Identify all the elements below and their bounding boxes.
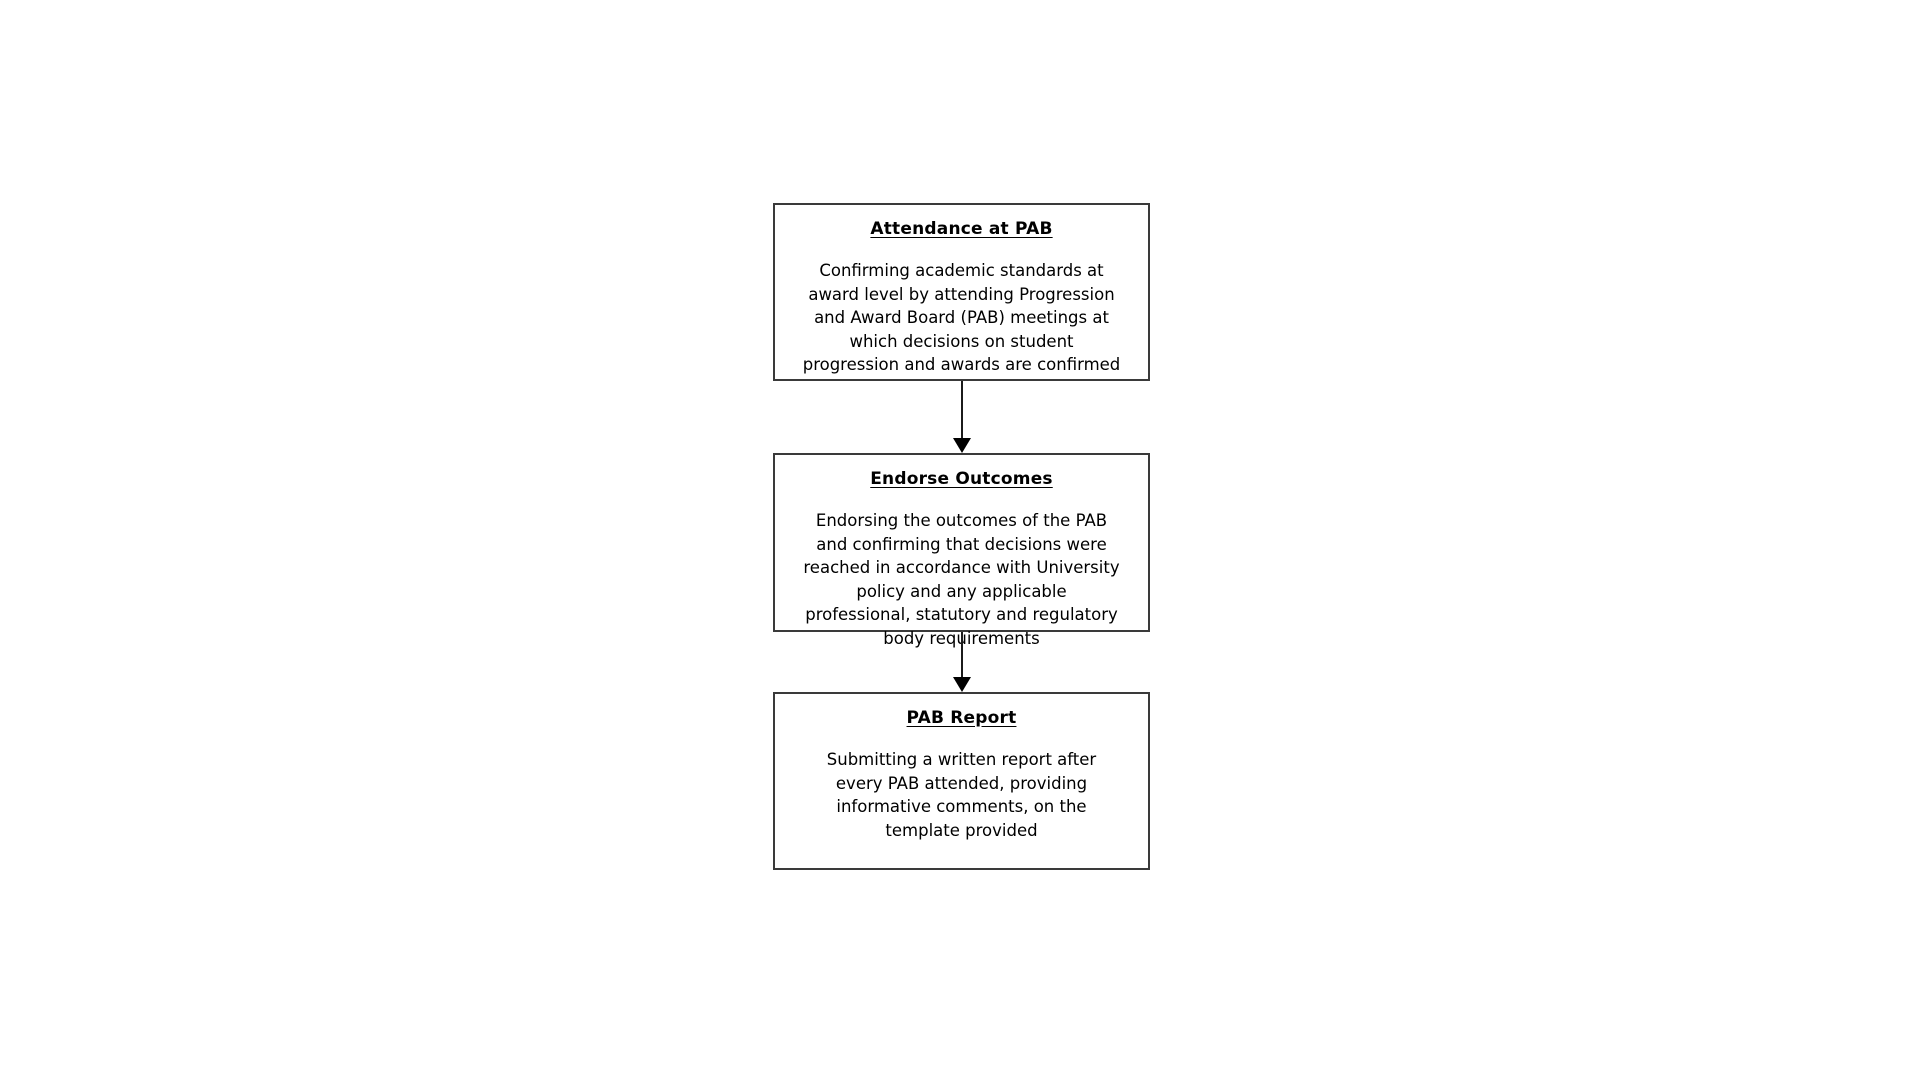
flow-node-attendance-at-pab[interactable] [773, 203, 1150, 381]
flow-node-pab-report[interactable] [773, 692, 1150, 870]
flow-node-title: PAB Report [906, 708, 1017, 728]
arrow-line [961, 381, 963, 439]
flow-node-body: Endorsing the outcomes of the PAB and confirming that decisions were reached in accordance with University policy and any applicable professional, statutory and regulatory body requirements [803, 511, 1120, 648]
arrow-endorse-to-report [773, 632, 1150, 692]
flow-node-body: Confirming academic standards at award level by attending Progression and Award Board (PAB) meetings at which decisions on student progression and awards are confirmed [802, 261, 1121, 375]
flowchart [773, 203, 1150, 870]
flow-node-endorse-outcomes[interactable] [773, 453, 1150, 648]
flow-node-title: Attendance at PAB [870, 219, 1053, 239]
flow-node-title: Endorse Outcomes [870, 469, 1053, 489]
flow-node-body: Submitting a written report after every PAB attended, providing informative comments, on the template provided [826, 750, 1097, 840]
arrow-line [961, 632, 963, 678]
arrow-head-icon [953, 677, 971, 692]
arrow-attendance-to-endorse [773, 381, 1150, 453]
arrow-head-icon [953, 438, 971, 453]
